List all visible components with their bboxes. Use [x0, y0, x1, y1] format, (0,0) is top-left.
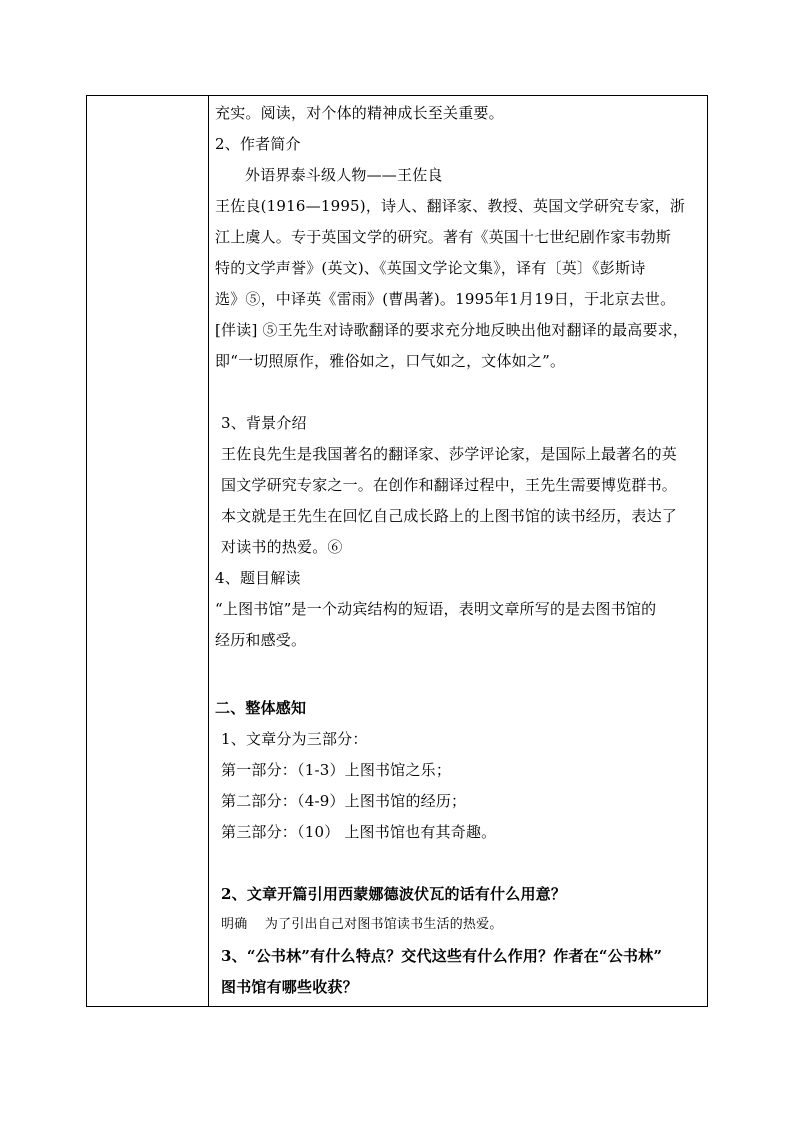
text-line: “上图书馆”是一个动宾结构的短语，表明文章所写的是去图书馆的	[215, 600, 657, 618]
section-heading-title: 4、题目解读	[215, 569, 301, 587]
text-line: 王佐良(1916—1995)，诗人、翻译家、教授、英国文学研究专家，浙	[215, 197, 686, 215]
section-heading-overall: 二、整体感知	[215, 699, 307, 717]
text-line: 经历和感受。	[215, 631, 307, 649]
column-divider	[208, 96, 209, 1006]
text-line: 第二部分：（4-9）上图书馆的经历；	[221, 792, 467, 810]
section-heading-author: 2、作者简介	[215, 135, 301, 153]
text-line: 对读书的热爱。⑥	[221, 538, 343, 556]
text-line: 本文就是王先生在回忆自己成长路上的上图书馆的读书经历，表达了	[221, 507, 678, 525]
text-line: 第一部分：（1-3）上图书馆之乐；	[221, 761, 452, 779]
question-3-cont: 图书馆有哪些收获？	[221, 978, 358, 996]
text-line: 江上虞人。专于英国文学的研究。著有《英国十七世纪剧作家韦勃斯	[215, 228, 672, 246]
question-3: 3、“公书林”有什么特点？交代这些有什么作用？作者在“公书林”	[221, 947, 663, 965]
companion-note: [伴读] ⑤王先生对诗歌翻译的要求充分地反映出他对翻译的最高要求，	[215, 321, 689, 339]
author-subtitle: 外语界泰斗级人物——王佐良	[245, 166, 443, 184]
text-line: 1、文章分为三部分：	[221, 730, 368, 748]
section-heading-background: 3、背景介绍	[221, 414, 307, 432]
text-line: 第三部分：（10） 上图书馆也有其奇趣。	[221, 823, 497, 841]
question-2: 2、文章开篇引用西蒙娜德波伏瓦的话有什么用意？	[221, 885, 567, 903]
answer-2: 明确 为了引出自己对图书馆读书生活的热爱。	[221, 917, 503, 932]
text-line: 特的文学声誉》(英文)、《英国文学论文集》，译有〔英〕《彭斯诗	[215, 259, 646, 277]
text-line: 选》⑤，中译英《雷雨》(曹禺著)。1995年1月19日，于北京去世。	[215, 290, 676, 308]
text-line: 充实。阅读，对个体的精神成长至关重要。	[215, 104, 504, 122]
text-line: 国文学研究专家之一。在创作和翻译过程中，王先生需要博览群书。	[221, 476, 678, 494]
text-line: 王佐良先生是我国著名的翻译家、莎学评论家，是国际上最著名的英	[221, 445, 678, 463]
text-line: 即“一切照原作，雅俗如之，口气如之，文体如之”。	[215, 352, 566, 370]
